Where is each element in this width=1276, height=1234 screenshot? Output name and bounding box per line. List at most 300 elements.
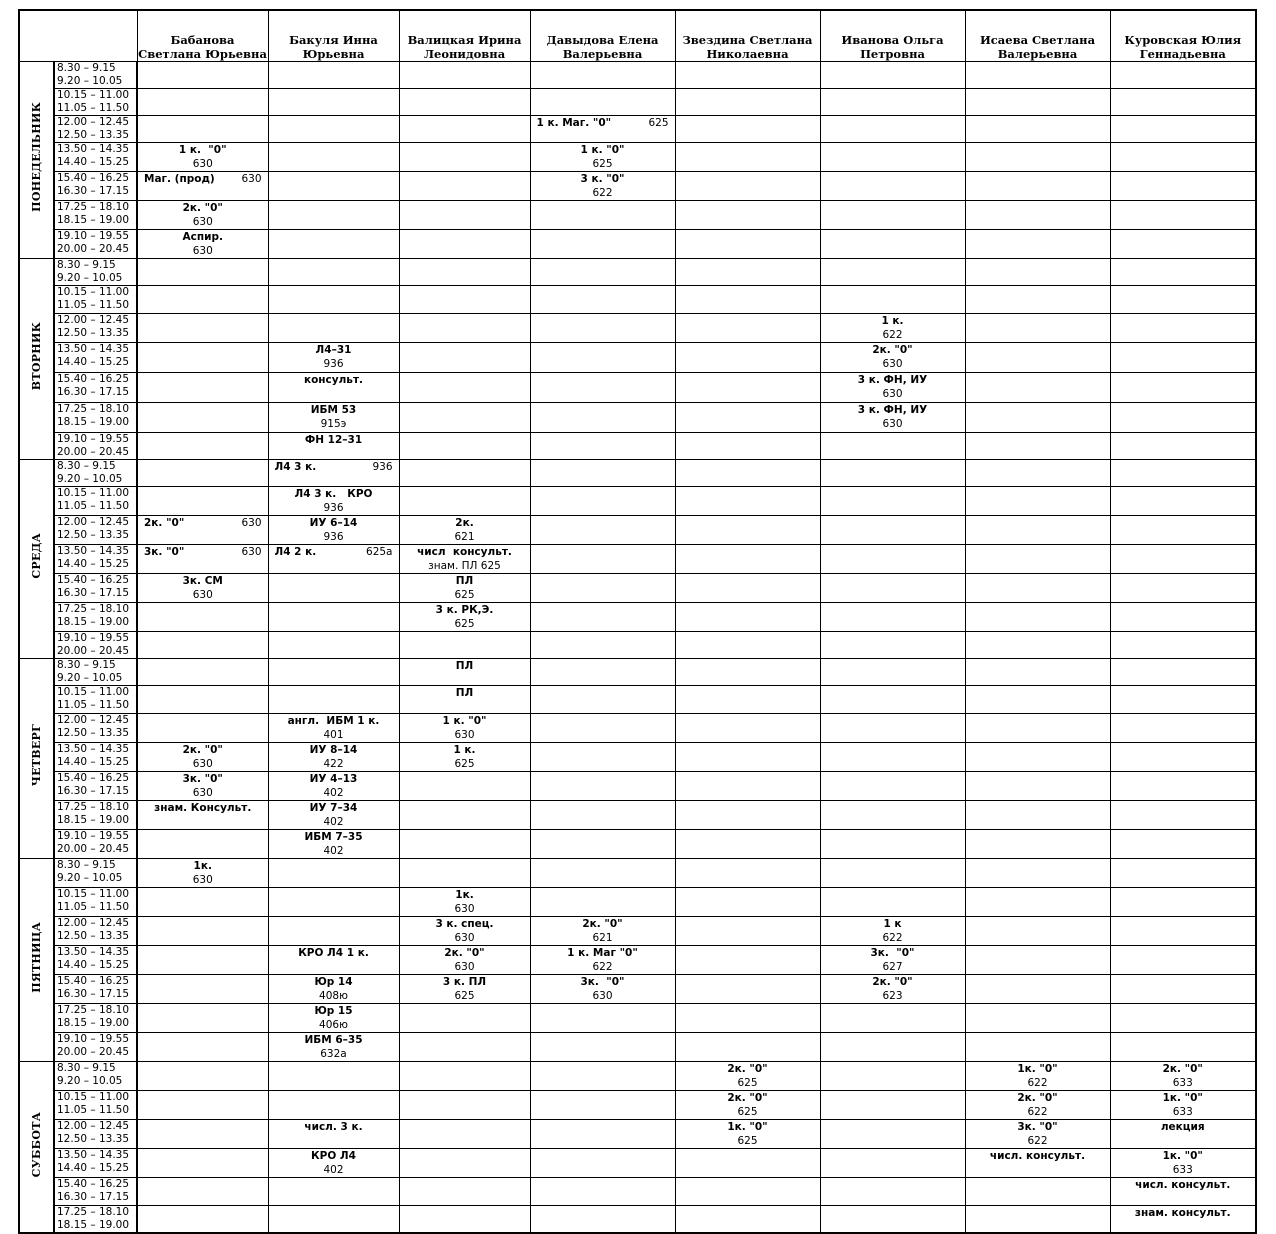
time-range: 14.40 – 15.25 — [57, 557, 130, 570]
class-cell — [268, 974, 399, 1003]
time-slot — [54, 115, 137, 142]
class-cell — [137, 142, 268, 171]
class-cell — [965, 916, 1110, 945]
time-range: 20.00 – 20.45 — [57, 445, 130, 458]
time-slot — [54, 1090, 137, 1119]
class-cell — [268, 800, 399, 829]
teacher-header: Куровская Юлия Геннадьевна — [1110, 10, 1256, 61]
time-slot — [54, 713, 137, 742]
class-cell — [820, 432, 965, 459]
room-number: 630 — [192, 215, 213, 228]
schedule-row — [19, 486, 1256, 515]
class-cell — [820, 829, 965, 858]
time-range: 18.15 – 19.00 — [57, 415, 130, 428]
class-cell — [1110, 459, 1256, 486]
class-cell — [530, 88, 675, 115]
time-range: 13.50 – 14.35 — [57, 945, 130, 958]
time-slot — [54, 916, 137, 945]
class-title: ПЛ — [455, 686, 474, 699]
schedule-row — [19, 631, 1256, 658]
class-title: 3 к. ПЛ — [442, 975, 487, 988]
day-label: СУББОТА — [30, 1111, 43, 1177]
class-cell — [1110, 1090, 1256, 1119]
class-cell — [399, 229, 530, 258]
schedule-row — [19, 1205, 1256, 1233]
class-cell — [675, 171, 820, 200]
time-range: 19.10 – 19.55 — [57, 432, 130, 445]
room-number: 632а — [320, 1047, 347, 1060]
time-slot — [54, 61, 137, 88]
time-slot — [54, 1061, 137, 1090]
time-slot — [54, 1119, 137, 1148]
class-cell — [1110, 115, 1256, 142]
class-cell — [675, 88, 820, 115]
class-title: Л4 3 к. — [274, 460, 317, 473]
class-cell — [530, 658, 675, 685]
time-range: 10.15 – 11.00 — [57, 1090, 130, 1103]
class-cell — [137, 200, 268, 229]
class-title: 1 к. "0" — [580, 143, 625, 156]
class-cell — [137, 171, 268, 200]
class-cell — [137, 829, 268, 858]
room-number: знам. ПЛ 625 — [428, 559, 501, 572]
room-number: 625 — [454, 588, 475, 601]
class-cell — [965, 742, 1110, 771]
class-title: 1к. — [455, 888, 474, 901]
class-cell — [137, 229, 268, 258]
time-range: 17.25 – 18.10 — [57, 402, 130, 415]
time-range: 12.50 – 13.35 — [57, 1132, 130, 1145]
class-cell — [1110, 142, 1256, 171]
class-cell — [268, 685, 399, 713]
class-cell — [399, 258, 530, 285]
room-number: 627 — [882, 960, 903, 973]
room-number: 630 — [454, 960, 475, 973]
class-cell — [137, 1003, 268, 1032]
room-number: 630 — [192, 786, 213, 799]
class-cell — [137, 372, 268, 402]
class-title: знам. Консульт. — [154, 801, 252, 814]
class-cell — [137, 342, 268, 372]
time-range: 14.40 – 15.25 — [57, 355, 130, 368]
class-cell — [399, 771, 530, 800]
class-cell — [1110, 372, 1256, 402]
teacher-header: Валицкая Ирина Леонидовна — [399, 10, 530, 61]
class-cell — [1110, 1003, 1256, 1032]
class-cell — [675, 829, 820, 858]
class-cell — [268, 372, 399, 402]
class-cell — [1110, 974, 1256, 1003]
class-title: числ. консульт. — [1135, 1178, 1231, 1191]
class-cell — [965, 342, 1110, 372]
class-cell — [820, 602, 965, 631]
time-range: 20.00 – 20.45 — [57, 842, 130, 855]
class-cell — [399, 1032, 530, 1061]
time-slot — [54, 285, 137, 313]
class-cell — [268, 887, 399, 916]
class-title: 3к. "0" — [182, 772, 223, 785]
class-cell — [1110, 285, 1256, 313]
class-cell — [137, 115, 268, 142]
time-range: 11.05 – 11.50 — [57, 698, 130, 711]
room-number: 621 — [592, 931, 613, 944]
class-cell — [1110, 573, 1256, 602]
class-cell — [820, 115, 965, 142]
class-title: ИБМ 7–35 — [304, 830, 363, 843]
time-range: 8.30 – 9.15 — [57, 1061, 116, 1074]
class-cell — [675, 1119, 820, 1148]
class-cell — [820, 229, 965, 258]
schedule-row — [19, 171, 1256, 200]
teacher-header: Иванова Ольга Петровна — [820, 10, 965, 61]
class-title: ИУ 6–14 — [309, 516, 358, 529]
schedule-row — [19, 200, 1256, 229]
class-title: 2к. "0" — [1162, 1062, 1203, 1075]
schedule-row — [19, 858, 1256, 887]
time-slot — [54, 1148, 137, 1177]
class-cell — [675, 742, 820, 771]
time-range: 13.50 – 14.35 — [57, 544, 130, 557]
class-cell — [965, 658, 1110, 685]
class-title: 1 к. Маг "0" — [567, 946, 638, 959]
room-number: 401 — [323, 728, 344, 741]
class-cell — [268, 1119, 399, 1148]
class-cell — [965, 515, 1110, 544]
time-range: 10.15 – 11.00 — [57, 887, 130, 900]
time-range: 10.15 – 11.00 — [57, 88, 130, 101]
class-cell — [530, 285, 675, 313]
time-slot — [54, 88, 137, 115]
class-cell — [399, 858, 530, 887]
class-cell — [820, 658, 965, 685]
class-title: 2к. "0" — [1017, 1091, 1058, 1104]
class-cell — [965, 88, 1110, 115]
class-title: 3к. СМ — [182, 574, 223, 587]
class-title: числ. консульт. — [989, 1149, 1086, 1162]
class-title: Л4–31 — [315, 343, 352, 356]
class-cell — [675, 544, 820, 573]
class-cell — [675, 142, 820, 171]
schedule-row — [19, 1032, 1256, 1061]
class-title: ИУ 8–14 — [309, 743, 358, 756]
time-slot — [54, 631, 137, 658]
class-title: 2к. "0" — [444, 946, 485, 959]
time-range: 9.20 – 10.05 — [57, 271, 123, 284]
schedule-row — [19, 115, 1256, 142]
room-number: 936 — [323, 501, 344, 514]
class-cell — [268, 829, 399, 858]
class-cell — [530, 1177, 675, 1205]
time-range: 12.00 – 12.45 — [57, 515, 130, 528]
class-cell — [1110, 1119, 1256, 1148]
class-cell — [820, 945, 965, 974]
room-number: 630 — [882, 357, 903, 370]
class-title: Л4 2 к. — [274, 545, 317, 558]
teacher-header: Исаева Светлана Валерьевна — [965, 10, 1110, 61]
class-cell — [675, 313, 820, 342]
class-cell — [137, 771, 268, 800]
class-title: КРО Л4 1 к. — [298, 946, 369, 959]
time-range: 15.40 – 16.25 — [57, 974, 130, 987]
class-cell — [965, 573, 1110, 602]
class-cell — [675, 631, 820, 658]
class-cell — [268, 1061, 399, 1090]
class-cell — [137, 544, 268, 573]
room-number: 630 — [454, 931, 475, 944]
time-range: 18.15 – 19.00 — [57, 1218, 130, 1231]
schedule-row — [19, 573, 1256, 602]
class-cell — [820, 459, 965, 486]
teacher-header: Бакуля Инна Юрьевна — [268, 10, 399, 61]
time-range: 19.10 – 19.55 — [57, 631, 130, 644]
class-title: знам. консульт. — [1134, 1206, 1231, 1219]
room-number: 625 — [737, 1134, 758, 1147]
class-cell — [399, 631, 530, 658]
class-cell — [530, 61, 675, 88]
class-title: 1к. "0" — [1017, 1062, 1058, 1075]
class-cell — [820, 88, 965, 115]
class-cell — [965, 1205, 1110, 1233]
class-title: числ консульт. — [417, 545, 512, 558]
class-title: 2к. "0" — [582, 917, 623, 930]
room-number: 630 — [192, 588, 213, 601]
time-slot — [54, 515, 137, 544]
time-range: 12.50 – 13.35 — [57, 929, 130, 942]
class-cell — [530, 313, 675, 342]
class-cell — [1110, 771, 1256, 800]
teacher-header: Давыдова Елена Валерьевна — [530, 10, 675, 61]
time-range: 14.40 – 15.25 — [57, 958, 130, 971]
class-cell — [137, 858, 268, 887]
class-cell — [1110, 916, 1256, 945]
room-number: 621 — [454, 530, 475, 543]
class-cell — [399, 974, 530, 1003]
class-cell — [137, 685, 268, 713]
class-cell — [399, 88, 530, 115]
day-label: СРЕДА — [30, 533, 43, 579]
room-number: 630 — [241, 172, 262, 185]
time-range: 18.15 – 19.00 — [57, 213, 130, 226]
class-cell — [530, 974, 675, 1003]
class-cell — [675, 945, 820, 974]
class-cell — [530, 602, 675, 631]
schedule-body — [19, 61, 1256, 1233]
class-cell — [530, 1090, 675, 1119]
class-cell — [137, 88, 268, 115]
class-cell — [530, 916, 675, 945]
class-cell — [675, 229, 820, 258]
class-title: Юр 15 — [314, 1004, 353, 1017]
time-slot — [54, 800, 137, 829]
time-slot — [54, 685, 137, 713]
time-range: 16.30 – 17.15 — [57, 184, 130, 197]
class-cell — [399, 713, 530, 742]
class-title: 1к. "0" — [1162, 1149, 1203, 1162]
time-slot — [54, 200, 137, 229]
class-cell — [820, 258, 965, 285]
time-range: 19.10 – 19.55 — [57, 1032, 130, 1045]
class-cell — [675, 1061, 820, 1090]
time-range: 16.30 – 17.15 — [57, 987, 130, 1000]
class-cell — [268, 602, 399, 631]
schedule-row — [19, 285, 1256, 313]
class-title: 1 к. "0" — [178, 143, 227, 156]
class-cell — [137, 1205, 268, 1233]
class-cell — [820, 1148, 965, 1177]
class-cell — [675, 61, 820, 88]
schedule-row — [19, 88, 1256, 115]
time-range: 12.00 – 12.45 — [57, 313, 130, 326]
time-range: 16.30 – 17.15 — [57, 385, 130, 398]
class-cell — [965, 1090, 1110, 1119]
class-cell — [965, 432, 1110, 459]
class-cell — [268, 945, 399, 974]
room-number: 630 — [192, 873, 213, 886]
room-number: 633 — [1172, 1076, 1193, 1089]
class-cell — [530, 1119, 675, 1148]
class-cell — [820, 742, 965, 771]
time-range: 11.05 – 11.50 — [57, 900, 130, 913]
time-range: 11.05 – 11.50 — [57, 1103, 130, 1116]
class-cell — [1110, 200, 1256, 229]
class-cell — [965, 974, 1110, 1003]
time-range: 9.20 – 10.05 — [57, 74, 123, 87]
class-title: ИБМ 53 — [310, 403, 357, 416]
class-cell — [137, 1090, 268, 1119]
class-title: 3 к. ФН, ИУ — [857, 373, 928, 386]
class-cell — [268, 200, 399, 229]
class-entry — [269, 545, 399, 559]
time-range: 18.15 – 19.00 — [57, 1016, 130, 1029]
time-range: 8.30 – 9.15 — [57, 658, 116, 671]
class-cell — [268, 432, 399, 459]
class-cell — [675, 573, 820, 602]
class-cell — [1110, 1032, 1256, 1061]
room-number: 622 — [592, 186, 613, 199]
schedule-row — [19, 342, 1256, 372]
room-number: 625 — [737, 1105, 758, 1118]
schedule-row — [19, 372, 1256, 402]
time-slot — [54, 974, 137, 1003]
class-cell — [1110, 945, 1256, 974]
time-range: 17.25 – 18.10 — [57, 602, 130, 615]
time-slot — [54, 313, 137, 342]
class-cell — [965, 1032, 1110, 1061]
day-label: ПЯТНИЦА — [30, 921, 43, 993]
class-cell — [820, 631, 965, 658]
time-range: 11.05 – 11.50 — [57, 499, 130, 512]
time-slot — [54, 658, 137, 685]
day-cell — [19, 658, 54, 858]
time-range: 8.30 – 9.15 — [57, 858, 116, 871]
class-title: ИБМ 6–35 — [304, 1033, 363, 1046]
time-range: 10.15 – 11.00 — [57, 285, 130, 298]
schedule-row — [19, 887, 1256, 916]
class-entry — [138, 516, 268, 530]
time-range: 17.25 – 18.10 — [57, 200, 130, 213]
class-cell — [965, 631, 1110, 658]
time-slot — [54, 258, 137, 285]
room-number: 936 — [323, 530, 344, 543]
class-cell — [965, 887, 1110, 916]
schedule-row — [19, 713, 1256, 742]
class-entry — [138, 545, 268, 559]
time-range: 16.30 – 17.15 — [57, 586, 130, 599]
class-cell — [820, 1205, 965, 1233]
class-cell — [675, 1090, 820, 1119]
class-cell — [399, 1148, 530, 1177]
class-cell — [530, 829, 675, 858]
room-number: 936 — [372, 460, 393, 473]
room-number: 630 — [192, 757, 213, 770]
room-number: 402 — [323, 844, 344, 857]
room-number: 402 — [323, 1163, 344, 1176]
time-range: 13.50 – 14.35 — [57, 142, 130, 155]
class-title: лекция — [1160, 1120, 1205, 1133]
room-number: 936 — [323, 357, 344, 370]
class-cell — [399, 1177, 530, 1205]
class-cell — [1110, 1061, 1256, 1090]
class-cell — [965, 685, 1110, 713]
room-number: 633 — [1172, 1163, 1193, 1176]
room-number: 625 — [454, 989, 475, 1002]
time-range: 18.15 – 19.00 — [57, 615, 130, 628]
class-cell — [1110, 1148, 1256, 1177]
day-cell — [19, 258, 54, 459]
class-cell — [820, 1032, 965, 1061]
class-title: 2к. "0" — [182, 743, 223, 756]
class-entry — [531, 116, 675, 130]
class-cell — [675, 1177, 820, 1205]
time-slot — [54, 342, 137, 372]
time-slot — [54, 372, 137, 402]
time-range: 14.40 – 15.25 — [57, 155, 130, 168]
class-cell — [965, 945, 1110, 974]
room-number: 622 — [882, 931, 903, 944]
class-cell — [820, 1177, 965, 1205]
class-cell — [137, 573, 268, 602]
class-title: 3 к. спец. — [435, 917, 494, 930]
class-title: 3к. "0" — [144, 545, 185, 558]
time-slot — [54, 486, 137, 515]
class-cell — [137, 313, 268, 342]
class-cell — [268, 631, 399, 658]
time-range: 20.00 – 20.45 — [57, 1045, 130, 1058]
class-title: 3 к. "0" — [580, 172, 625, 185]
class-cell — [530, 115, 675, 142]
class-cell — [965, 713, 1110, 742]
class-title: консульт. — [303, 373, 364, 386]
time-range: 17.25 – 18.10 — [57, 1003, 130, 1016]
class-cell — [268, 1148, 399, 1177]
class-cell — [820, 515, 965, 544]
room-number: 630 — [454, 728, 475, 741]
time-range: 9.20 – 10.05 — [57, 1074, 123, 1087]
class-cell — [399, 459, 530, 486]
class-title: ПЛ — [455, 574, 474, 587]
schedule-row — [19, 459, 1256, 486]
schedule-row — [19, 313, 1256, 342]
class-cell — [965, 1148, 1110, 1177]
class-cell — [675, 602, 820, 631]
class-cell — [268, 1032, 399, 1061]
class-cell — [675, 800, 820, 829]
class-cell — [399, 1090, 530, 1119]
class-cell — [137, 258, 268, 285]
class-cell — [268, 1003, 399, 1032]
time-range: 12.50 – 13.35 — [57, 528, 130, 541]
class-cell — [1110, 432, 1256, 459]
